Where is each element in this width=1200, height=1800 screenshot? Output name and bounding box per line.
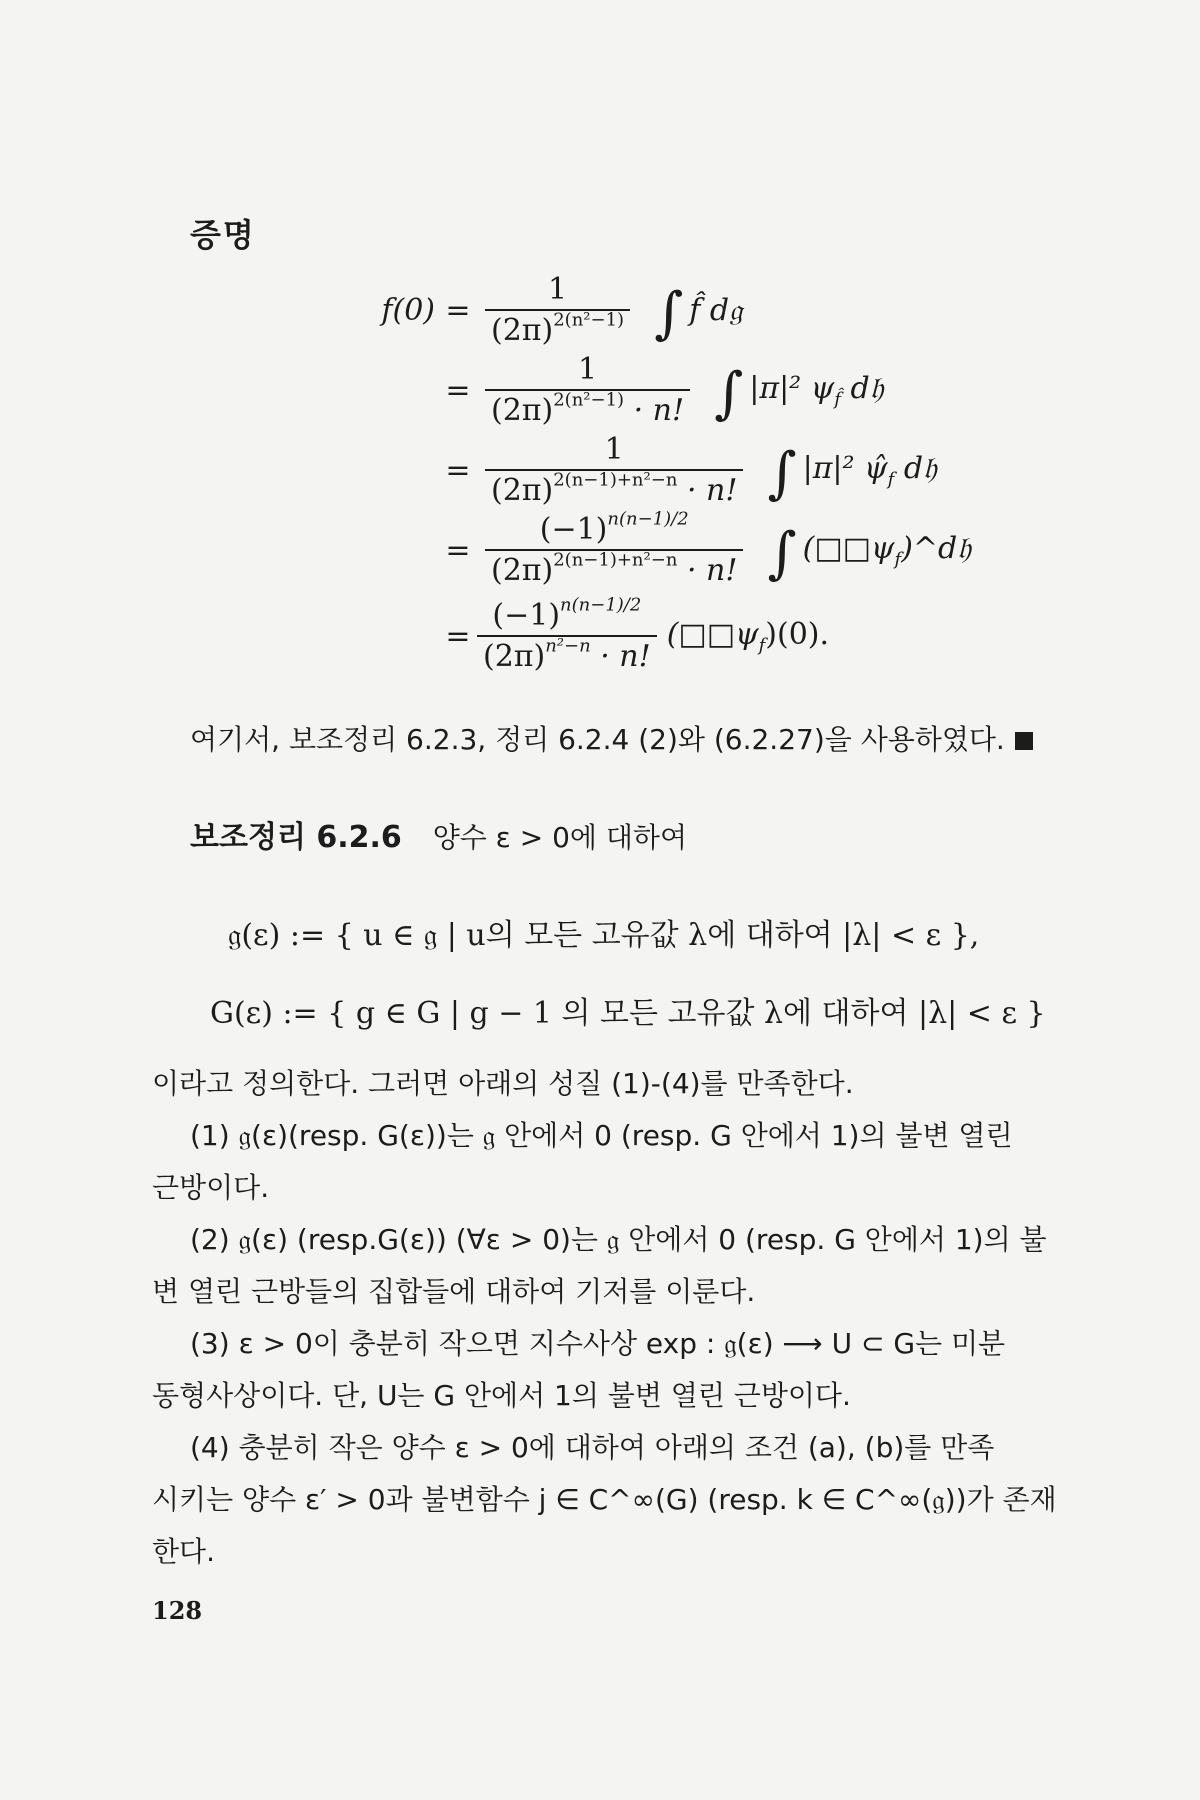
numerator: $(-1)^{n(n-1)/2}$	[539, 508, 689, 547]
item-2-line-1: (2) 𝔤(ε) (resp.G(ε)) (∀ε > 0)는 𝔤 안에서 0 (resp. G 안에서 1)의 불	[190, 1223, 1047, 1256]
numerator: 1	[577, 352, 598, 387]
denominator: $(2\pi)^{2(n-1)+n^2-n} \cdot n$!	[485, 549, 743, 588]
equals-sign: =	[445, 618, 471, 654]
equals-sign: =	[445, 292, 471, 328]
integral-sign: ∫	[654, 281, 684, 346]
equation-lhs: f(0)	[381, 292, 435, 328]
equals-sign: =	[445, 532, 471, 568]
equation-line-5	[335, 594, 830, 674]
equals-sign: =	[445, 452, 471, 488]
denominator: $(2\pi)^{n^2-n} \cdot n$!	[477, 635, 657, 674]
qed-square	[1015, 732, 1033, 750]
expression-tail: $(□□\psi_f)(0)$.	[666, 616, 830, 656]
numerator: $(-1)^{n(n-1)/2}$	[492, 594, 642, 633]
equation-line-1	[335, 272, 742, 348]
numerator: 1	[604, 432, 624, 467]
integrand: |π|² $\psi_{f̂}$ d𝔥	[749, 370, 884, 410]
denominator: $(2\pi)^{2(n-1)+n^2-n} \cdot n$!	[485, 469, 743, 508]
page-number: 128	[152, 1596, 203, 1625]
integrand: f̂ d𝔤	[689, 292, 743, 328]
item-4-line-1: (4) 충분히 작은 양수 ε > 0에 대하여 아래의 조건 (a), (b)를 만족	[190, 1431, 995, 1464]
item-2-line-2: 변 열린 근방들의 집합들에 대하여 기저를 이룬다.	[152, 1275, 756, 1308]
integral-sign: ∫	[767, 441, 797, 506]
equation-line-2	[335, 352, 883, 428]
item-3-line-2: 동형사상이다. 단, U는 G 안에서 1의 불변 열린 근방이다.	[152, 1379, 851, 1412]
proof-conclusion: 여기서, 보조정리 6.2.3, 정리 6.2.4 (2)와 (6.2.27)을 사용하였다.	[190, 716, 1033, 764]
integrand: $(□□\psi_f)\^{}d𝔥$	[802, 530, 971, 570]
definition-after: 이라고 정의한다. 그러면 아래의 성질 (1)-(4)를 만족한다.	[152, 1067, 854, 1100]
definition-G-epsilon: G(ε) := { g ∈ G | g − 1 의 모든 고유값 λ에 대하여 |λ| < ε }	[210, 996, 1046, 1031]
numerator: 1	[547, 272, 568, 307]
item-1-line-1: (1) 𝔤(ε)(resp. G(ε))는 𝔤 안에서 0 (resp. G 안에서 1)의 불변 열린	[190, 1119, 1013, 1152]
lemma-heading	[190, 814, 687, 862]
equation-line-3	[335, 432, 937, 508]
item-4-line-2: 시키는 양수 ε′ > 0과 불변함수 j ∈ C^∞(G) (resp. k ∈ C^∞(𝔤))가 존재	[152, 1483, 1057, 1516]
lemma-intro: 양수 ε > 0에 대하여	[432, 821, 687, 854]
integral-sign: ∫	[767, 521, 797, 586]
denominator: $(2\pi)^{2(n^2-1)}$	[485, 309, 630, 348]
integrand: |π|² $\psî_f$ d𝔥	[802, 450, 937, 490]
denominator: $(2\pi)^{2(n^2-1)} \cdot n$!	[485, 389, 690, 428]
equals-sign: =	[445, 372, 471, 408]
fraction	[485, 272, 630, 348]
fraction	[485, 352, 690, 428]
lemma-title: 보조정리 6.2.6	[190, 820, 402, 855]
proof-heading: 증명	[190, 216, 256, 254]
fraction	[485, 432, 743, 508]
definition-g-epsilon: 𝔤(ε) := { u ∈ 𝔤 | u의 모든 고유값 λ에 대하여 |λ| < ε },	[228, 918, 980, 953]
item-1-line-2: 근방이다.	[152, 1171, 270, 1204]
equation-line-4	[335, 508, 971, 588]
item-3-line-1: (3) ε > 0이 충분히 작으면 지수사상 exp : 𝔤(ε) ⟶ U ⊂ G는 미분	[190, 1327, 1006, 1360]
item-4-line-3: 한다.	[152, 1535, 215, 1568]
fraction	[485, 508, 743, 588]
fraction	[477, 594, 657, 674]
integral-sign: ∫	[714, 361, 744, 426]
